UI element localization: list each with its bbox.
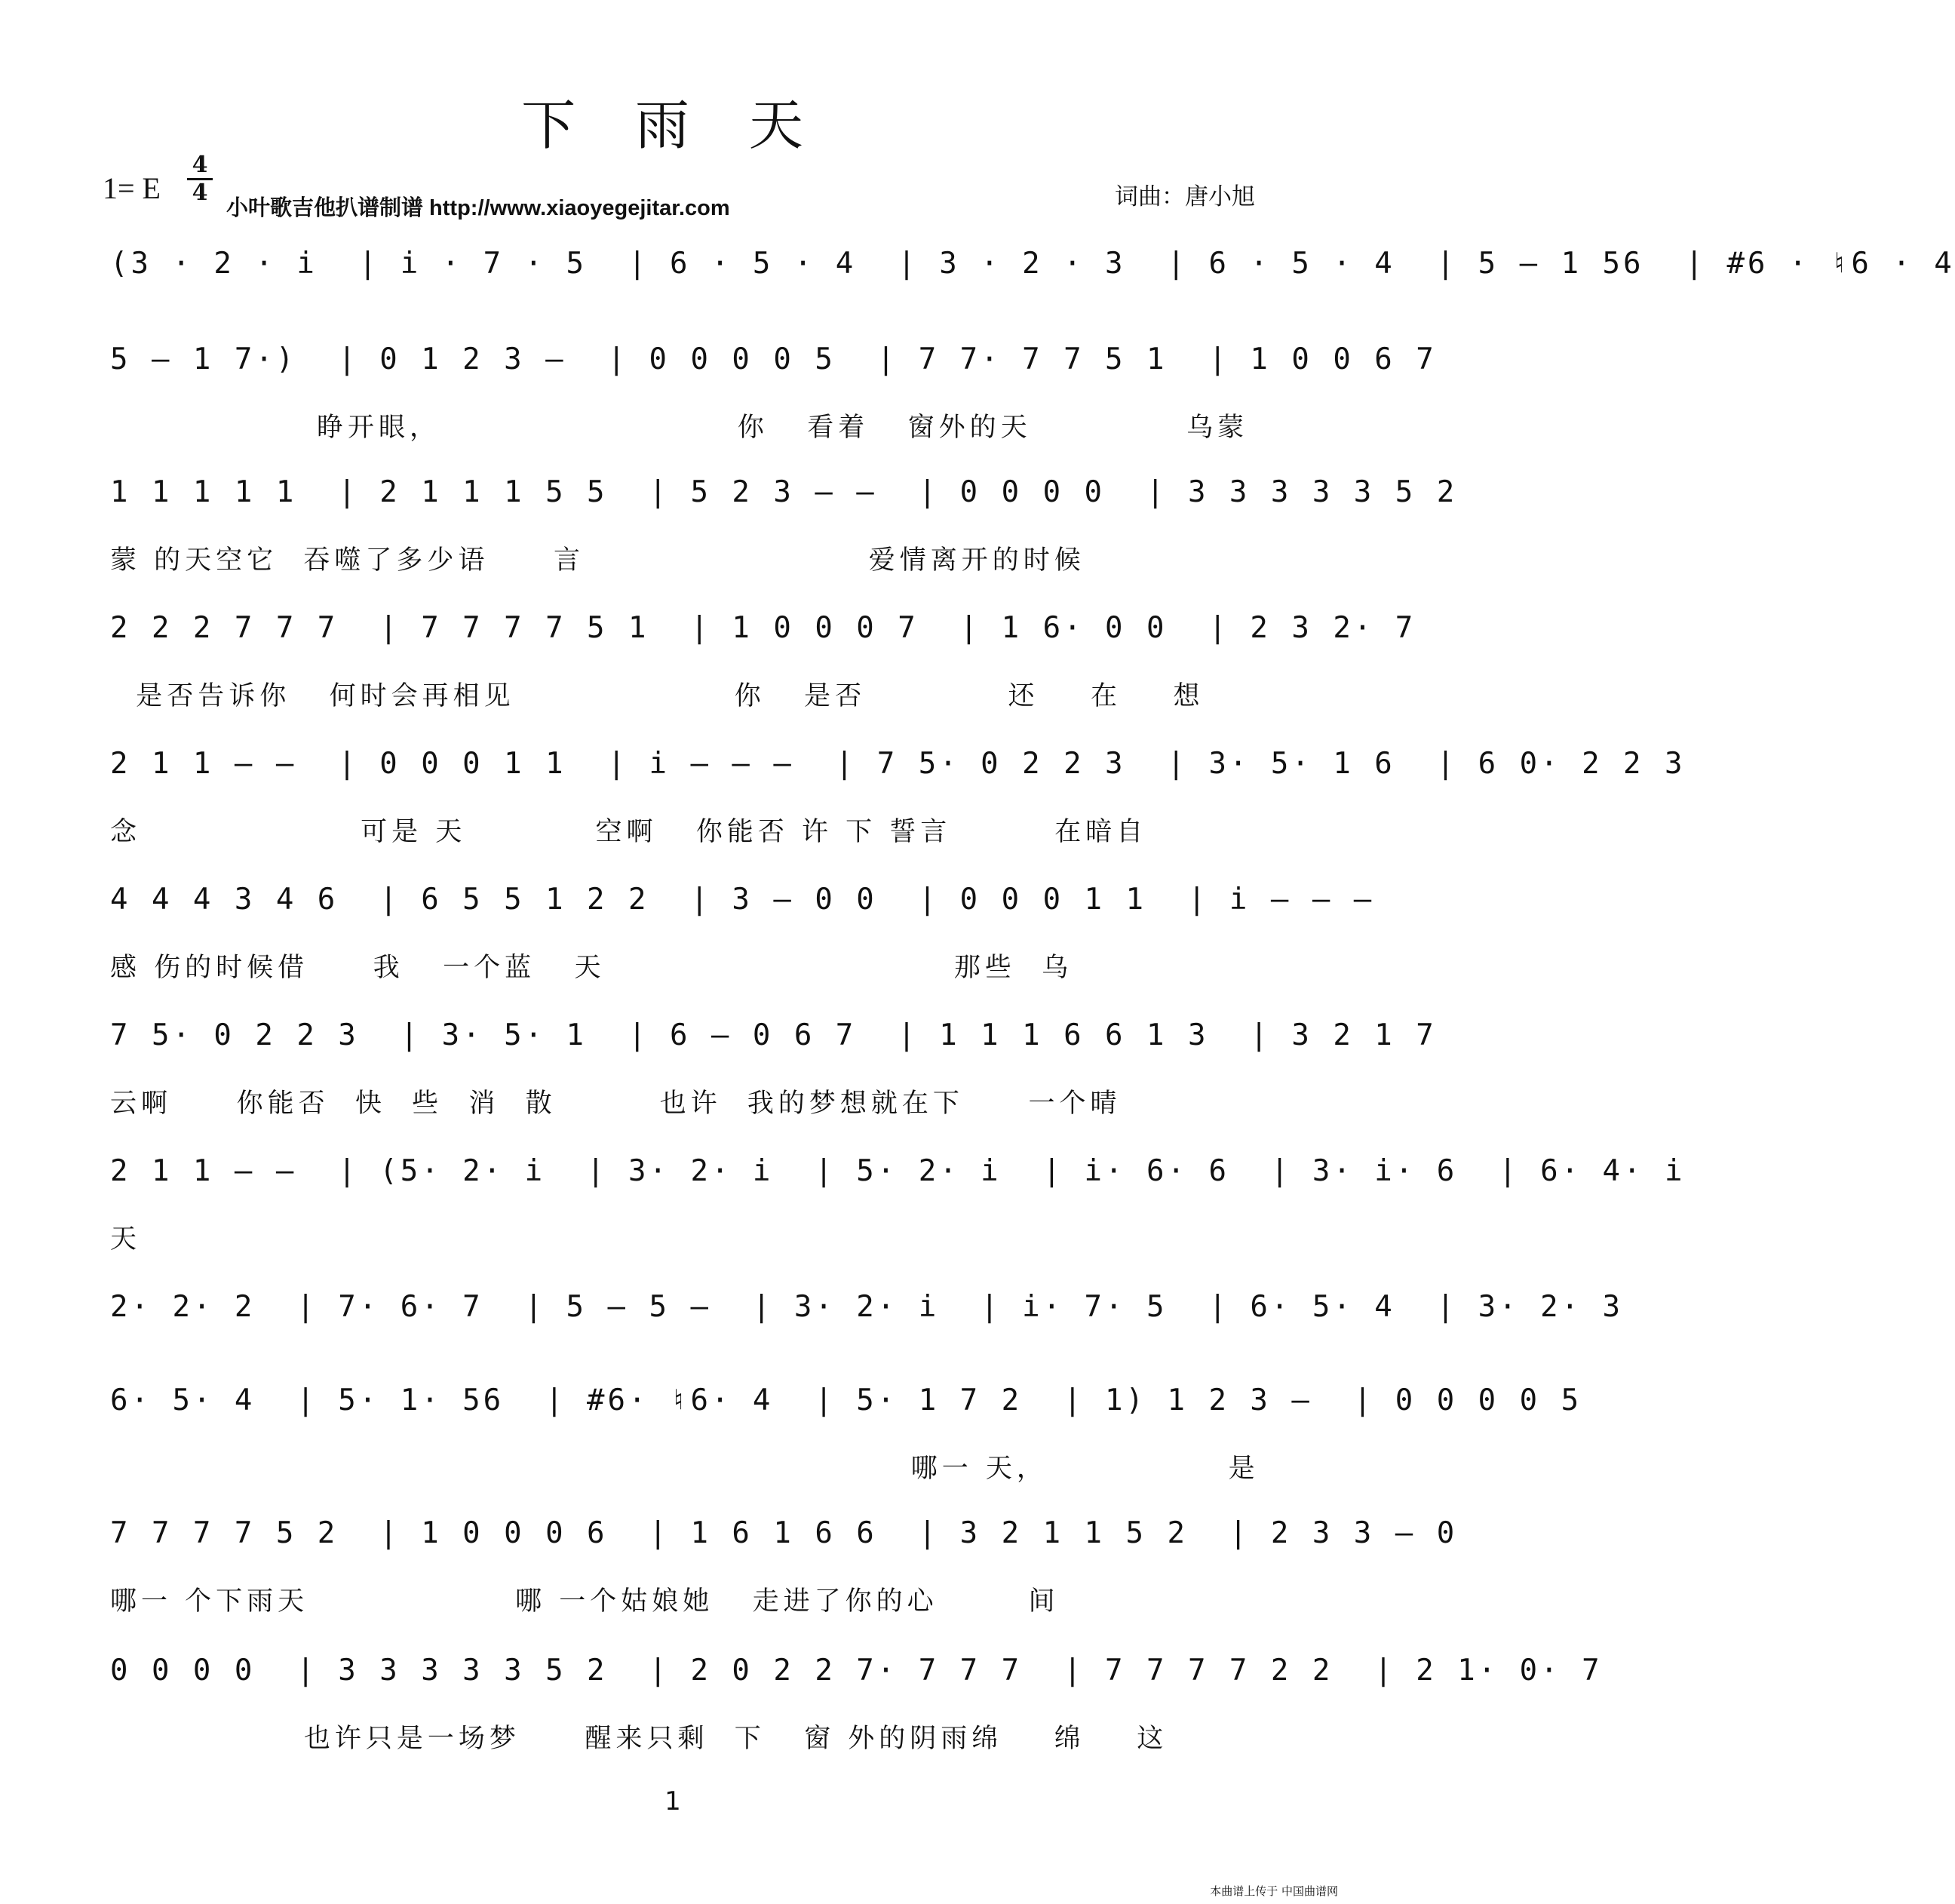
notation-line: 4 4 4 3 4 6 | 6 5 5 1 2 2 | 3 – 0 0 | 0 0 0 1 1 | i – – – xyxy=(110,883,1375,917)
notation-line: 5 – 1 7·) | 0 1 2 3 – | 0 0 0 0 5 | 7 7· 7 7 5 1 | 1 0 0 6 7 xyxy=(110,342,1437,376)
upload-watermark: 本曲谱上传于 中国曲谱网 xyxy=(1210,1884,1338,1898)
time-signature-beats: 4 xyxy=(187,154,213,180)
notation-line: 1 1 1 1 1 | 2 1 1 1 5 5 | 5 2 3 – – | 0 0 0 0 | 3 3 3 3 3 5 2 xyxy=(110,475,1458,509)
lyric-line: 哪一 天， 是 xyxy=(110,1454,1260,1484)
lyric-line: 天 xyxy=(110,1224,142,1254)
lyric-line: 睁开眼， 你 看着 窗外的天 乌蒙 xyxy=(110,413,1249,443)
lyric-line: 哪一 个下雨天 哪 一个姑娘她 走进了你的心 间 xyxy=(110,1586,1060,1617)
key-signature: 1= E xyxy=(103,171,161,205)
notation-line: 7 7 7 7 5 2 | 1 0 0 0 6 | 1 6 1 6 6 | 3 2 1 1 5 2 | 2 3 3 – 0 xyxy=(110,1516,1458,1550)
page-number: 1 xyxy=(664,1786,681,1816)
lyric-line: 云啊 你能否 快 些 消 散 也许 我的梦想就在下 一个晴 xyxy=(110,1089,1122,1119)
notation-line: 2 1 1 – – | (5· 2· i | 3· 2· i | 5· 2· i | i· 6· 6 | 3· i· 6 | 6· 4· i xyxy=(110,1154,1686,1188)
lyric-line: 是否告诉你 何时会再相见 你 是否 还 在 想 xyxy=(110,681,1205,711)
composer-credit: 词曲：唐小旭 xyxy=(1115,183,1255,210)
page-title: 下 雨 天 xyxy=(521,94,824,157)
transcriber-credit: 小叶歌吉他扒谱制谱 http://www.xiaoyegejitar.com xyxy=(226,196,730,220)
notation-line: 0 0 0 0 | 3 3 3 3 3 5 2 | 2 0 2 2 7· 7 7 7 | 7 7 7 7 2 2 | 2 1· 0· 7 xyxy=(110,1654,1603,1687)
notation-line: (3 · 2 · i | i · 7 · 5 | 6 · 5 · 4 | 3 · 2 · 3 | 6 · 5 · 4 | 5 – 1 56 | #6 · ♮6 · 4 xyxy=(110,247,1955,281)
notation-line: 2 2 2 7 7 7 | 7 7 7 7 5 1 | 1 0 0 0 7 | 1 6· 0 0 | 2 3 2· 7 xyxy=(110,611,1416,645)
lyric-line: 蒙 的天空它 吞噬了多少语 言 爱情离开的时候 xyxy=(110,545,1085,576)
time-signature-unit: 4 xyxy=(192,180,208,206)
time-signature xyxy=(187,154,213,204)
lyric-line: 感 伤的时候借 我 一个蓝 天 那些 乌 xyxy=(110,953,1073,983)
notation-line: 7 5· 0 2 2 3 | 3· 5· 1 | 6 – 0 6 7 | 1 1 1 6 6 1 3 | 3 2 1 7 xyxy=(110,1018,1437,1052)
lyric-line: 也许只是一场梦 醒来只剩 下 窗 外的阴雨绵 绵 这 xyxy=(110,1724,1168,1754)
notation-line: 2· 2· 2 | 7· 6· 7 | 5 – 5 – | 3· 2· i | i· 7· 5 | 6· 5· 4 | 3· 2· 3 xyxy=(110,1290,1624,1324)
lyric-line: 念 可是 天 空啊 你能否 许 下 誓言 在暗自 xyxy=(110,817,1148,847)
notation-line: 6· 5· 4 | 5· 1· 56 | #6· ♮6· 4 | 5· 1 7 2 | 1) 1 2 3 – | 0 0 0 0 5 xyxy=(110,1383,1582,1417)
notation-line: 2 1 1 – – | 0 0 0 1 1 | i – – – | 7 5· 0 2 2 3 | 3· 5· 1 6 | 6 0· 2 2 3 xyxy=(110,747,1686,781)
